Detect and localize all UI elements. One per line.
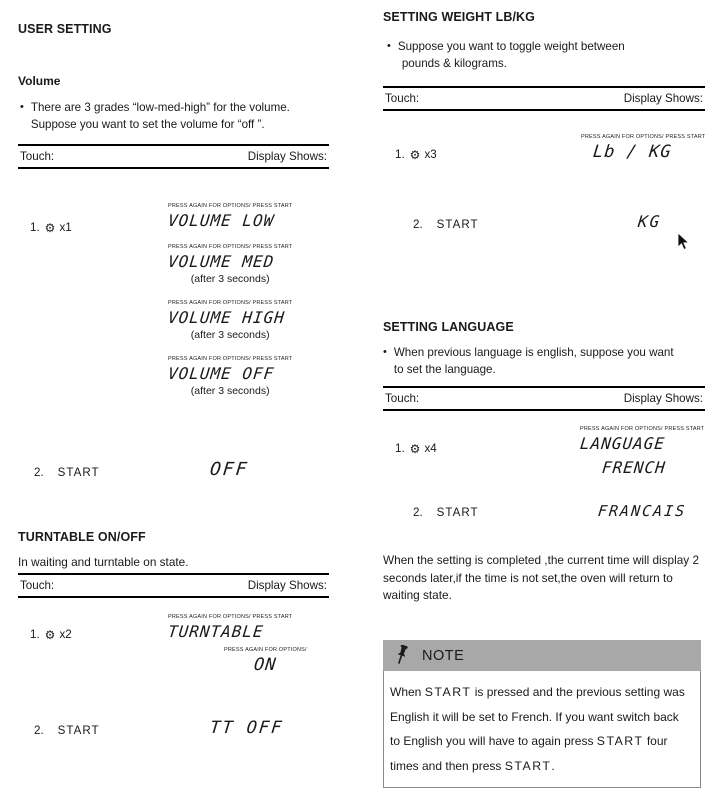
- display-caption: PRESS AGAIN FOR OPTIONS/ PRESS START: [168, 356, 293, 362]
- step-number: 1.: [395, 442, 405, 455]
- display-shows-column-header: Display Shows:: [623, 392, 703, 405]
- volume-step-1: [30, 221, 72, 234]
- weight-step-2: [413, 218, 479, 231]
- language-step-1: [395, 442, 437, 455]
- bullet-line: Suppose you want to toggle weight between: [397, 40, 625, 53]
- lcd-lb-kg: Lb / KG: [591, 142, 673, 162]
- note-text-part: four times and then press: [390, 734, 668, 773]
- start-key-label: START: [596, 734, 644, 748]
- display-volume-low: [168, 203, 292, 231]
- display-caption: PRESS AGAIN FOR OPTIONS/ PRESS START: [580, 426, 705, 432]
- bullet-text: [398, 38, 625, 72]
- display-volume-high: [168, 300, 292, 343]
- display-shows-column-header: Display Shows:: [247, 150, 327, 163]
- bullet-marker: •: [20, 101, 24, 113]
- language-display-stack: [580, 426, 704, 491]
- display-shows-column-header: Display Shows:: [247, 579, 327, 592]
- note-text-part: .: [551, 758, 555, 773]
- turntable-display-stack: [168, 614, 307, 688]
- section-title-user-setting: USER SETTING: [18, 22, 112, 36]
- lcd-turntable: TURNTABLE: [167, 622, 265, 641]
- bullet-line: When previous language is english, suppose you want: [393, 346, 674, 359]
- weight-display-stack: [581, 134, 705, 175]
- section-title-turntable: TURNTABLE ON/OFF: [18, 530, 146, 544]
- bullet-line: pounds & kilograms.: [401, 57, 507, 70]
- lcd-language: LANGUAGE: [579, 434, 667, 453]
- table-header-volume: [18, 144, 329, 169]
- display-caption: PRESS AGAIN FOR OPTIONS/: [224, 647, 307, 653]
- bullet-line: There are 3 grades “low-med-high” for the volume.: [30, 101, 290, 114]
- after-3-seconds-label: (after 3 seconds): [190, 329, 270, 341]
- touch-column-header: Touch:: [20, 150, 55, 163]
- start-key-label: START: [436, 218, 479, 231]
- display-caption: PRESS AGAIN FOR OPTIONS/ PRESS START: [168, 614, 293, 620]
- start-key-label: START: [57, 466, 100, 479]
- pushpin-icon: [395, 645, 410, 666]
- lcd-off: OFF: [208, 459, 250, 480]
- start-key-label: START: [57, 724, 100, 737]
- step-number: 2.: [34, 724, 44, 737]
- weight-step-1: [395, 148, 437, 161]
- options-gear-icon: ⚙: [409, 147, 421, 162]
- touch-column-header: Touch:: [385, 92, 420, 105]
- step-number: 2.: [34, 466, 44, 479]
- bullet-text: [394, 344, 674, 378]
- options-gear-icon: ⚙: [44, 220, 56, 235]
- start-key-label: START: [436, 506, 479, 519]
- bullet-text: [31, 99, 290, 133]
- display-caption: PRESS AGAIN FOR OPTIONS/ PRESS START: [581, 134, 706, 140]
- turntable-step-2: [34, 724, 100, 737]
- display-caption: PRESS AGAIN FOR OPTIONS/ PRESS START: [168, 244, 293, 250]
- bullet-line: to set the language.: [393, 363, 496, 376]
- mouse-cursor-icon: [677, 232, 690, 251]
- display-turntable: [168, 614, 292, 642]
- table-header-language: [383, 386, 705, 411]
- lcd-volume-high: VOLUME HIGH: [167, 308, 287, 327]
- touch-column-header: Touch:: [385, 392, 420, 405]
- start-key-label: START: [424, 685, 472, 699]
- section-title-language: SETTING LANGUAGE: [383, 320, 514, 334]
- press-count: x2: [59, 628, 72, 641]
- options-gear-icon: ⚙: [409, 441, 421, 456]
- language-step-2: [413, 506, 479, 519]
- press-count: x4: [424, 442, 437, 455]
- press-count: x3: [424, 148, 437, 161]
- display-caption: PRESS AGAIN FOR OPTIONS/ PRESS START: [168, 203, 293, 209]
- bullet-marker: •: [387, 40, 391, 52]
- subsection-title-volume: Volume: [18, 74, 61, 88]
- after-3-seconds-label: (after 3 seconds): [190, 273, 270, 285]
- volume-intro-bullet: [20, 99, 324, 133]
- lcd-volume-low: VOLUME LOW: [167, 211, 276, 230]
- turntable-intro: In waiting and turntable on state.: [18, 555, 189, 569]
- step-number: 1.: [395, 148, 405, 161]
- closing-paragraph: When the setting is completed ,the current time will display 2 seconds later,if the time is not set,the oven will return to waiting state.: [383, 553, 700, 602]
- weight-intro-bullet: [387, 38, 697, 72]
- bullet-line: Suppose you want to set the volume for “off ”.: [30, 118, 265, 131]
- step-number: 1.: [30, 628, 40, 641]
- step-number: 2.: [413, 506, 423, 519]
- lcd-kg: KG: [637, 212, 663, 231]
- volume-display-stack: [168, 203, 292, 412]
- language-intro-bullet: [383, 344, 701, 378]
- display-french: [602, 458, 666, 478]
- lcd-volume-off: VOLUME OFF: [167, 364, 276, 383]
- note-text-part: When: [390, 685, 425, 699]
- press-count: x1: [59, 221, 72, 234]
- table-header-turntable: [18, 573, 329, 598]
- start-key-label: START: [504, 758, 552, 773]
- lcd-francais: FRANCAIS: [597, 502, 688, 520]
- step-number: 1.: [30, 221, 40, 234]
- display-volume-off: [168, 356, 292, 399]
- step-number: 2.: [413, 218, 423, 231]
- display-on: [224, 647, 307, 675]
- options-gear-icon: ⚙: [44, 627, 56, 642]
- lcd-on: ON: [253, 655, 278, 675]
- note-title: NOTE: [422, 647, 465, 664]
- display-language: [580, 426, 704, 454]
- right-column: [383, 0, 706, 803]
- touch-column-header: Touch:: [20, 579, 55, 592]
- after-3-seconds-label: (after 3 seconds): [190, 385, 270, 397]
- table-header-weight: [383, 86, 705, 111]
- lcd-volume-med: VOLUME MED: [167, 252, 276, 271]
- display-volume-med: [168, 244, 292, 287]
- volume-step-2: [34, 466, 100, 479]
- bullet-marker: •: [383, 346, 387, 358]
- display-shows-column-header: Display Shows:: [623, 92, 703, 105]
- note-text-part: is pressed and the previous setting was English it will be set to French. If you want switch back to English you will have to again press: [390, 685, 685, 748]
- lcd-french: FRENCH: [601, 458, 667, 477]
- note-body: [383, 671, 701, 788]
- display-caption: PRESS AGAIN FOR OPTIONS/ PRESS START: [168, 300, 293, 306]
- display-lb-kg: [581, 134, 705, 162]
- turntable-step-1: [30, 628, 72, 641]
- note-header: [383, 640, 701, 671]
- section-title-weight: SETTING WEIGHT LB/KG: [383, 10, 535, 24]
- lcd-tt-off: TT OFF: [208, 718, 285, 738]
- left-column: [18, 0, 326, 803]
- note-box: [383, 640, 701, 788]
